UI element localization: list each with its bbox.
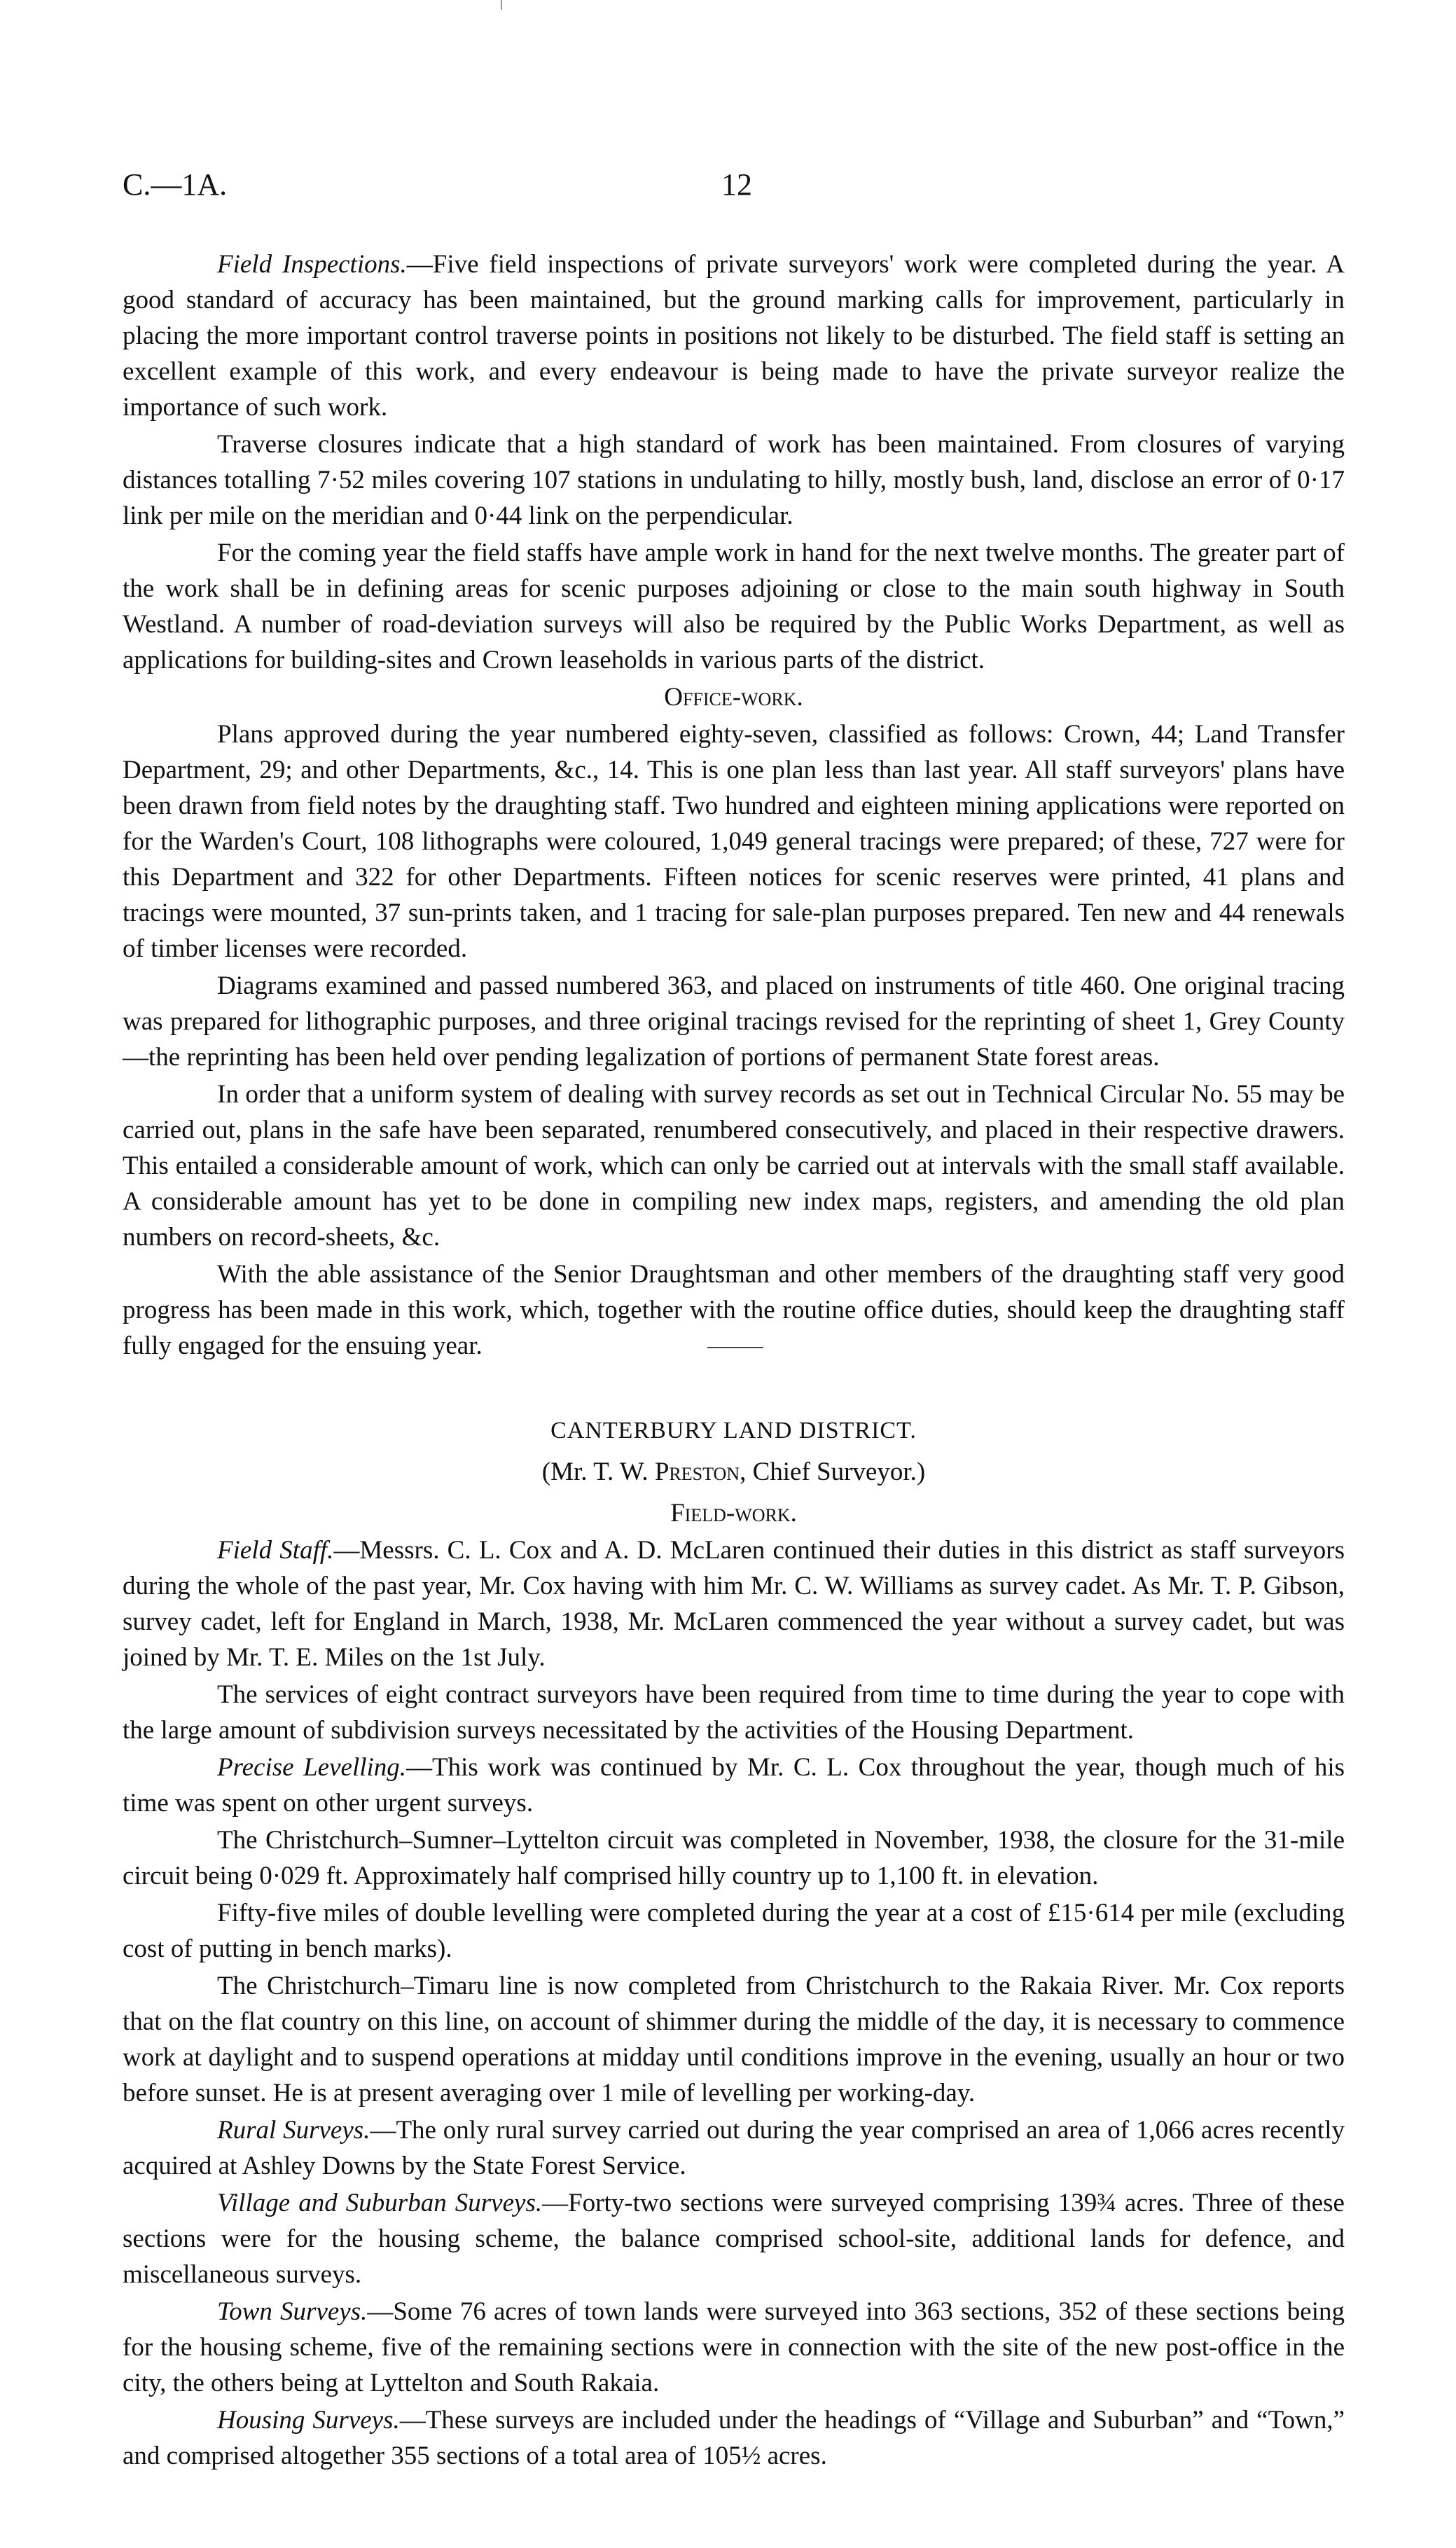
- section-field-inspections: [123, 247, 1345, 1365]
- paragraph-lead: Field Inspections.: [217, 250, 407, 279]
- paragraph-text: Plans approved during the year numbered eighty-seven, classified as follows: Crown, 44; Land Transfer Department, 29; and other Departments, &c., 14. This is one plan less than last year. All staff surveyors' plans have been drawn from field notes by the draughting staff. Two hundred and eighteen mining applications were reported on for the Warden's Court, 108 lithographs were coloured, 1,049 general tracings were prepared; of these, 727 were for this Department and 322 for other Departments. Fifteen notices for scenic reserves were printed, 41 plans and tracings were mounted, 37 sun-prints taken, and 1 tracing for sale-plan purposes prepared. Ten new and 44 renewals of timber licenses were recorded.: [123, 720, 1345, 963]
- paragraph-text: —This work was continued by Mr. C. L. Cox throughout the year, though much of his time was spent on other urgent surveys.: [123, 1753, 1345, 1817]
- paragraph-text: Diagrams examined and passed numbered 363, and placed on instruments of title 460. One original tracing was prepared for lithographic purposes, and three original tracings revised for the reprinting of sheet 1, Grey County—the reprinting has been held over pending legalization of portions of permanent State forest areas.: [123, 971, 1345, 1072]
- paragraph-lead: Village and Suburban Surveys.: [217, 2189, 543, 2217]
- paragraph-text: —Forty-two sections were surveyed comprising 139¾ acres. Three of these sections were for the housing scheme, the balance comprised school-site, additional lands for defence, and miscellaneous surveys.: [123, 2189, 1345, 2289]
- paragraph: [123, 535, 1345, 678]
- paragraph-lead: Rural Surveys.: [217, 2116, 370, 2145]
- section-canterbury: [123, 1411, 1345, 2475]
- paragraph: [123, 968, 1345, 1075]
- paragraph: [123, 1895, 1345, 1967]
- surveyor-prefix: (Mr. T. W.: [541, 1458, 655, 1486]
- paragraph-text: Traverse closures indicate that a high standard of work has been maintained. From closures of varying distances totalling 7·52 miles covering 107 stations in undulating to hilly, mostly bush, land, disclose an error of 0·17 link per mile on the meridian and 0·44 link on the perpendicular.: [123, 430, 1345, 530]
- paragraph: [123, 1677, 1345, 1748]
- paragraph-text: —Five field inspections of private surveyors' work were completed during the year. A good standard of accuracy has been maintained, but the ground marking calls for improvement, particularly in placing the more important control traverse points in positions not likely to be disturbed. The field staff is setting an excellent example of this work, and every endeavour is being made to have the private surveyor realize the importance of such work.: [123, 250, 1345, 422]
- paragraph: [123, 716, 1345, 967]
- paragraph-text: For the coming year the field staffs have ample work in hand for the next twelve months. The greater part of the work shall be in defining areas for scenic purposes adjoining or close to the main south highway in South Westland. A number of road-deviation surveys will also be required by the Public Works Department, as well as applications for building-sites and Crown leaseholds in various parts of the district.: [123, 539, 1345, 674]
- paragraph-lead: Town Surveys.: [217, 2297, 368, 2326]
- paragraph: [123, 2294, 1345, 2401]
- paragraph-text: —The only rural survey carried out during the year comprised an area of 1,066 acres recently acquired at Ashley Downs by the State Forest Service.: [123, 2116, 1345, 2180]
- district-heading: CANTERBURY LAND DISTRICT.: [550, 1418, 917, 1443]
- paragraph-text: —Messrs. C. L. Cox and A. D. McLaren continued their duties in this district as staff surveyors during the whole of the past year, Mr. Cox having with him Mr. C. W. Williams as survey cadet. As Mr. T. P. Gibson, survey cadet, left for England in March, 1938, Mr. McLaren commenced the year without a survey cadet, but was joined by Mr. T. E. Miles on the 1st July.: [123, 1536, 1345, 1672]
- paragraph-text: Fifty-five miles of double levelling were completed during the year at a cost of £15·614 per mile (excluding cost of putting in bench marks).: [123, 1899, 1345, 1963]
- document-reference: C.—1A.: [123, 167, 228, 202]
- scan-mark: [501, 0, 502, 10]
- paragraph-text: With the able assistance of the Senior Draughtsman and other members of the draughting staff very good progress has been made in this work, which, together with the routine office duties, should keep the draughting staff fully engaged for the ensuing year.: [123, 1260, 1345, 1360]
- paragraph: [123, 247, 1345, 425]
- chief-surveyor-line: [123, 1454, 1345, 1490]
- paragraph-lead: Field Staff.: [217, 1536, 334, 1565]
- paragraph: [123, 1968, 1345, 2111]
- field-work-heading: Field-work.: [670, 1499, 797, 1528]
- paragraph-text: The Christchurch–Sumner–Lyttelton circuit was completed in November, 1938, the closure for the 31-mile circuit being 0·029 ft. Approximately half comprised hilly country up to 1,100 ft. in elevation.: [123, 1826, 1345, 1890]
- paragraph: [123, 1750, 1345, 1821]
- paragraph-lead: Precise Levelling.: [217, 1753, 407, 1782]
- paragraph: [123, 1532, 1345, 1675]
- paragraph-text: The Christchurch–Timaru line is now completed from Christchurch to the Rakaia River. Mr. Cox reports that on the flat country on this line, on account of shimmer during the middle of the day, it is necessary to commence work at daylight and to suspend operations at midday until conditions improve in the evening, usually an hour or two before sunset. He is at present averaging over 1 mile of levelling per working-day.: [123, 1972, 1345, 2107]
- paragraph-text: The services of eight contract surveyors have been required from time to time during the year to cope with the large amount of subdivision surveys necessitated by the activities of the Housing Department.: [123, 1680, 1345, 1745]
- surveyor-name: Preston: [654, 1458, 740, 1486]
- paragraph: [123, 2185, 1345, 2292]
- paragraph-text: In order that a uniform system of dealing with survey records as set out in Technical Circular No. 55 may be carried out, plans in the safe have been separated, renumbered consecutively, and placed in their respective drawers. This entailed a considerable amount of work, which can only be carried out at intervals with the small staff available. A considerable amount has yet to be done in compiling new index maps, registers, and amending the old plan numbers on record-sheets, &c.: [123, 1080, 1345, 1252]
- page-number: 12: [721, 167, 752, 202]
- section-divider: [707, 1347, 763, 1348]
- paragraph: [123, 2112, 1345, 2184]
- paragraph-text: —Some 76 acres of town lands were surveyed into 363 sections, 352 of these sections being for the housing scheme, five of the remaining sections were in connection with the site of the new post-office in the city, the others being at Lyttelton and South Rakaia.: [123, 2297, 1345, 2397]
- office-work-heading: Office-work.: [664, 683, 803, 712]
- surveyor-suffix: , Chief Surveyor.): [740, 1458, 926, 1486]
- paragraph: [123, 2402, 1345, 2474]
- paragraph: [123, 1076, 1345, 1255]
- paragraph: [123, 1822, 1345, 1894]
- paragraph-text: —These surveys are included under the headings of “Village and Suburban” and “Town,” and comprised altogether 355 sections of a total area of 105½ acres.: [123, 2406, 1345, 2470]
- page-header: [123, 167, 1345, 209]
- paragraph: [123, 427, 1345, 534]
- paragraph-lead: Housing Surveys.: [217, 2406, 400, 2435]
